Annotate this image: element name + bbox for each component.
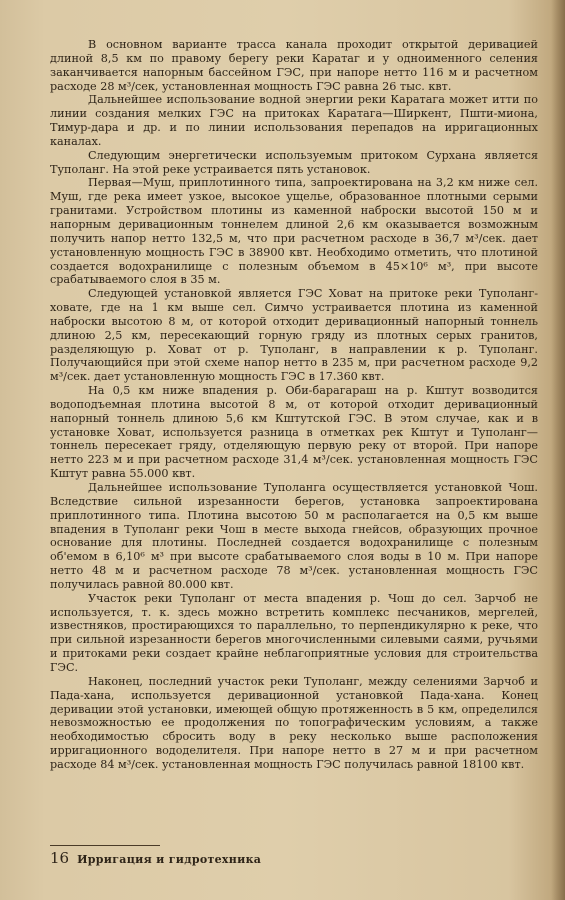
running-head: Ирригация и гидротехника bbox=[77, 853, 262, 866]
paragraph: Следующей установкой является ГЭС Ховат на притоке реки Туполанг-ховате, где на 1 км выше сел. Симчо устраивается плотина из каменной наброски высотою 8 м, от которой отходит деривационный напорный тоннель длиною 2,5 км, пересекающий горную гряду из плотных серых гранитов, разделяющую р. Ховат от р. Туполанг, в направлении к р. Туполанг. Получающийся при этой схеме напор нетто в 235 м, при расчетном расходе 9,2 м³/сек. дает установленную мощность ГЭС в 17.360 квт. bbox=[50, 287, 538, 384]
footer-rule bbox=[50, 845, 160, 846]
paragraph: Дальнейшее использование Туполанга осуществляется установкой Чош. Вследствие сильной изрезанности берегов, установка запроектирована приплотинного типа. Плотина высотою 50 м располагается на 0,5 км выше впадения в Туполанг реки Чош в месте выхода гнейсов, образующих прочное основание для плотины. Последней создается водохранилище с полезным об'емом в 6,10⁶ м³ при высоте срабатываемого слоя воды в 10 м. При напоре нетто 48 м и расчетном расходе 78 м³/сек. установленная мощность ГЭС получилась равной 80.000 квт. bbox=[50, 481, 538, 591]
paragraph: Наконец, последний участок реки Туполанг, между селениями Зарчоб и Пада-хана, используется деривационной установкой Пада-хана. Конец деривации этой установки, имеющей общую протяженность в 5 км, определился невозможностью ее продолжения по топографическим условиям, а также необходимостью сбросить воду в реку несколько выше расположения ирригационного вододелителя. При напоре нетто в 27 м и при расчетном расходе 84 м³/сек. установленная мощность ГЭС получилась равной 18100 квт. bbox=[50, 674, 538, 771]
paragraph: Дальнейшее использование водной энергии реки Каратага может итти по линии создания мелких ГЭС на притоках Каратага—Ширкент, Пшти-миона, Тимур-дара и др. и по линии использования перепадов на ирригационных каналах. bbox=[50, 93, 538, 148]
page-number: 16 bbox=[50, 849, 70, 867]
page-spine-shadow bbox=[551, 0, 565, 900]
paragraph: Участок реки Туполанг от места впадения р. Чош до сел. Зарчоб не используется, т. к. здесь можно встретить комплекс песчаников, мергелей, известняков, простирающихся то параллельно, то перпендикулярно к реке, что при сильной изрезанности берегов многочисленными силевыми саями, ручьями и притоками реки создает крайне неблагоприятные условия для строительства ГЭС. bbox=[50, 591, 538, 674]
paragraph: Следующим энергетически используемым притоком Сурхана является Туполанг. На этой реке устраивается пять установок. bbox=[50, 148, 538, 176]
body-text bbox=[50, 38, 538, 772]
paragraph: Первая—Муш, приплотинного типа, запроектирована на 3,2 км ниже сел. Муш, где река имеет узкое, высокое ущелье, образованное плотными серыми гранитами. Устройством плотины из каменной наброски высотой 150 м и напорным деривационным тоннелем длиной 2,6 км оказывается возможным получить напор нетто 132,5 м, что при расчетном расходе в 36,7 м³/сек. дает установленную мощность ГЭС в 38900 квт. Необходимо отметить, что плотиной создается водохранилище с полезным объемом в 45×10⁶ м³, при высоте срабатываемого слоя в 35 м. bbox=[50, 176, 538, 287]
paragraph: В основном варианте трасса канала проходит открытой деривацией длиной 8,5 км по правому берегу реки Каратаг и у одноименного селения заканчивается напорным бассейном ГЭС, при напоре нетто 116 м и расчетном расходе 28 м³/сек, установленная мощность ГЭС равна 26 тыс. квт. bbox=[50, 38, 538, 93]
page-footer bbox=[50, 849, 261, 867]
paragraph: На 0,5 км ниже впадения р. Оби-барагараш на р. Кштут возводится водоподъемная плотина высотой 8 м, от которой отходит деривационный напорный тоннель длиною 5,6 км Кштутской ГЭС. В этом случае, как и в установке Ховат, используется разница в отметках рек Кштут и Туполанг—тоннель пересекает гряду, отделяющую первую реку от второй. При напоре нетто 223 м и при расчетном расходе 31,4 м³/сек. установленная мощность ГЭС Кштут равна 55.000 квт. bbox=[50, 384, 538, 481]
